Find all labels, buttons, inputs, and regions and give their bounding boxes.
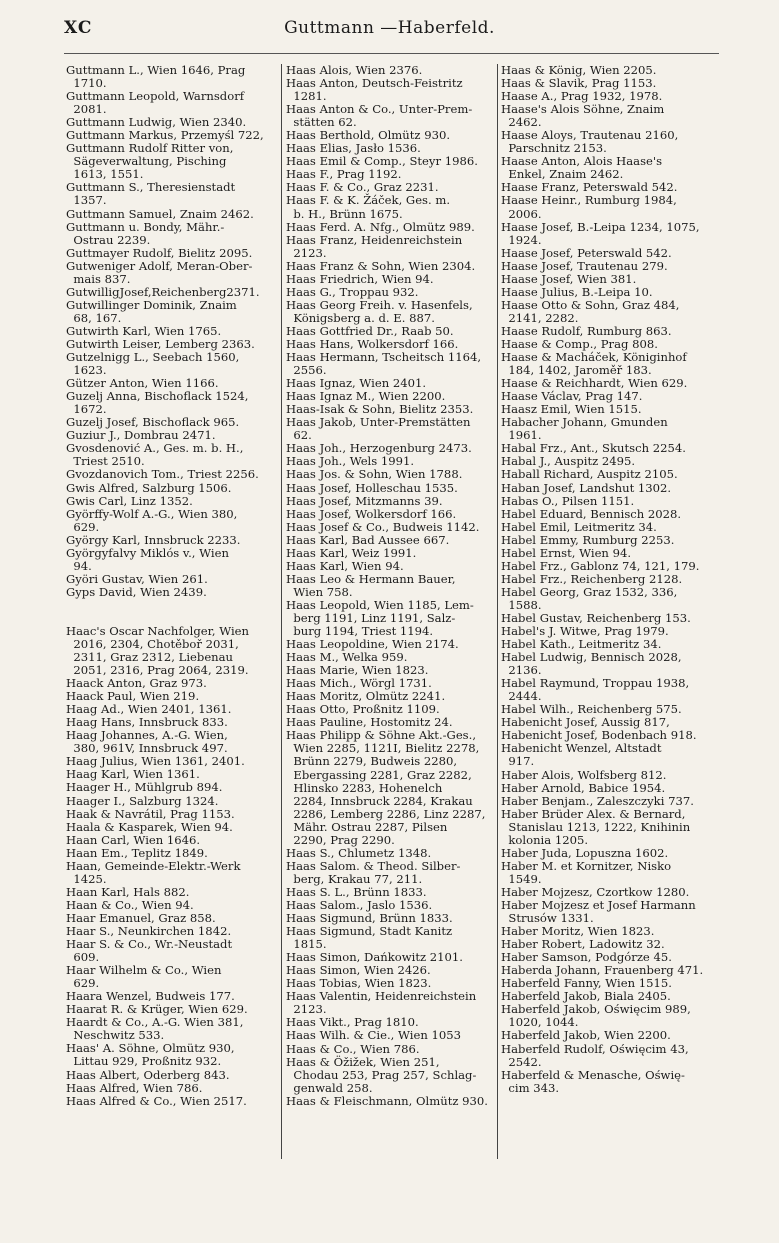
- directory-entry: Haan Carl, Wien 1646.: [66, 832, 201, 847]
- directory-entry: Haase Anton, Alois Haase's Enkel, Znaim 2462.: [501, 154, 663, 182]
- directory-entry: Habal J., Auspitz 2495.: [501, 454, 636, 469]
- directory-entry: Habel Frz., Reichenberg 2128.: [501, 571, 683, 586]
- directory-entry: Haas Ignaz M., Wien 2200.: [286, 389, 446, 404]
- directory-entry: Haag Karl, Wien 1361.: [66, 767, 200, 782]
- directory-entry: Haas Alfred & Co., Wien 2517.: [66, 1093, 247, 1108]
- directory-entry: Haas Elias, Jasło 1536.: [286, 141, 421, 156]
- directory-entry: Haas Jos. & Sohn, Wien 1788.: [286, 467, 463, 482]
- directory-entry: Haar Emanuel, Graz 858.: [66, 910, 216, 925]
- directory-entry: Haas Gottfried Dr., Raab 50.: [286, 323, 454, 338]
- directory-entry: Habal Frz., Ant., Skutsch 2254.: [501, 441, 686, 456]
- directory-entry: Haas Josef, Wolkersdorf 166.: [286, 506, 457, 521]
- directory-entry: Habas O., Pilsen 1151.: [501, 493, 635, 508]
- directory-entry: Haber Benjam., Zaleszczyki 737.: [501, 793, 694, 808]
- directory-entry: Haber Mojzesz et Josef Harmann Strusów 1331.: [501, 898, 696, 926]
- directory-entry: Gützer Anton, Wien 1166.: [66, 376, 219, 391]
- directory-column-3: [501, 64, 719, 1095]
- directory-entry: Haber Brüder Alex. & Bernard, Stanislau 1213, 1222, Knihinin kolonia 1205.: [501, 806, 691, 847]
- directory-entry: Haara Wenzel, Budweis 177.: [66, 989, 235, 1004]
- directory-entry: Habel Emil, Leitmeritz 34.: [501, 519, 657, 534]
- directory-entry: Haack Paul, Wien 219.: [66, 689, 200, 704]
- directory-entry: Haas Joh., Herzogenburg 2473.: [286, 441, 472, 456]
- directory-entry: Haber Juda, Lopuszna 1602.: [501, 845, 669, 860]
- directory-entry: Habel Eduard, Bennisch 2028.: [501, 506, 682, 521]
- page-header: [0, 18, 779, 42]
- directory-entry: Haase Julius, B.-Leipa 10.: [501, 284, 653, 299]
- directory-entry: Haase Aloys, Trautenau 2160, Parschnitz 2153.: [501, 128, 679, 156]
- directory-entry: Haag Johannes, A.-G. Wien, 380, 961V, Innsbruck 497.: [66, 728, 228, 756]
- directory-entry: Haas Sigmund, Brünn 1833.: [286, 911, 453, 926]
- directory-entry: Haas & Co., Wien 786.: [286, 1041, 420, 1056]
- directory-entry: Haas Leopold, Wien 1185, Lem- berg 1191, Linz 1191, Salz- burg 1194, Triest 1194.: [286, 597, 474, 639]
- directory-entry: Guttmann Samuel, Znaim 2462.: [66, 206, 254, 221]
- directory-entry: Haar Wilhelm & Co., Wien 629.: [66, 963, 222, 991]
- directory-entry: Haas F., Prag 1192.: [286, 167, 402, 182]
- directory-entry: Haas S., Chlumetz 1348.: [286, 845, 432, 860]
- directory-entry: Gwis Carl, Linz 1352.: [66, 493, 193, 508]
- directory-entry: Gutwillinger Dominik, Znaim 68, 167.: [66, 297, 237, 325]
- directory-entry: Haas Salom. & Theod. Silber- berg, Krakau 77, 211.: [286, 858, 461, 886]
- directory-entry: Haas G., Troppau 932.: [286, 284, 419, 299]
- directory-entry: Haas F. & Co., Graz 2231.: [286, 180, 439, 195]
- directory-entry: Haas-Isak & Sohn, Bielitz 2353.: [286, 402, 474, 417]
- directory-entry: Haas Josef, Holleschau 1535.: [286, 480, 458, 495]
- directory-entry: Haas & Slavik, Prag 1153.: [501, 76, 657, 91]
- directory-entry: Guttmann Ludwig, Wien 2340.: [66, 115, 247, 130]
- directory-entry: Haas Georg Freih. v. Hasenfels, Königsberg a. d. E. 887.: [286, 297, 473, 325]
- directory-entry: Habel Emmy, Rumburg 2253.: [501, 532, 675, 547]
- directory-entry: Haas M., Welka 959.: [286, 650, 408, 665]
- directory-entry: Haan & Co., Wien 94.: [66, 897, 194, 912]
- directory-entry: Habel Raymund, Troppau 1938, 2444.: [501, 676, 690, 704]
- directory-entry: Haball Richard, Auspitz 2105.: [501, 467, 678, 482]
- directory-entry: Haase Otto & Sohn, Graz 484, 2141, 2282.: [501, 297, 680, 325]
- directory-entry: Habel Kath., Leitmeritz 34.: [501, 637, 662, 652]
- directory-entry: Haas & König, Wien 2205.: [501, 63, 657, 77]
- directory-entry: Gvosdenović A., Ges. m. b. H., Triest 2510.: [66, 441, 244, 469]
- directory-entry: Haas Emil & Comp., Steyr 1986.: [286, 154, 478, 169]
- directory-entry: Haas Pauline, Hostomitz 24.: [286, 715, 453, 730]
- directory-entry: Guttmann L., Wien 1646, Prag 1710.: [66, 63, 246, 91]
- directory-entry: Haas Karl, Wien 94.: [286, 558, 404, 573]
- directory-entry: Gutweniger Adolf, Meran-Ober- mais 837.: [66, 258, 253, 286]
- directory-entry: Haase Josef, B.-Leipa 1234, 1075, 1924.: [501, 219, 700, 247]
- directory-column-1: [66, 64, 278, 1108]
- directory-entry: Haas Mich., Wörgl 1731.: [286, 676, 432, 691]
- directory-entry: Gwis Alfred, Salzburg 1506.: [66, 480, 232, 495]
- directory-entry: Haase's Alois Söhne, Znaim 2462.: [501, 102, 665, 130]
- directory-column-2: [286, 64, 498, 1108]
- directory-entry: Guttmann Markus, Przemyśl 722,: [66, 128, 264, 143]
- directory-entry: Haas F. & K. Žáček, Ges. m. b. H., Brünn 1675.: [286, 193, 451, 221]
- directory-entry: Haberfeld Jakob, Wien 2200.: [501, 1028, 671, 1043]
- directory-entry: Haase Heinr., Rumburg 1984, 2006.: [501, 193, 677, 221]
- directory-entry: Habel Wilh., Reichenberg 575.: [501, 702, 682, 717]
- directory-entry: Haase & Comp., Prag 808.: [501, 336, 658, 351]
- directory-entry: Haas Tobias, Wien 1823.: [286, 976, 432, 991]
- directory-entry: Haber Arnold, Babice 1954.: [501, 780, 666, 795]
- directory-entry: Gvozdanovich Tom., Triest 2256.: [66, 467, 259, 482]
- directory-entry: Habel Ernst, Wien 94.: [501, 545, 632, 560]
- directory-entry: Habenicht Josef, Aussig 817,: [501, 715, 670, 730]
- directory-entry: Haas Salom., Jaslo 1536.: [286, 898, 433, 912]
- directory-entry: Haase & Reichhardt, Wien 629.: [501, 376, 688, 391]
- directory-entry: Haas Alfred, Wien 786.: [66, 1080, 203, 1095]
- directory-entry: Haas Simon, Wien 2426.: [286, 963, 431, 978]
- directory-entry: Haar S. & Co., Wr.-Neustadt 609.: [66, 937, 233, 965]
- directory-entry: Haas Anton & Co., Unter-Prem- stätten 62.: [286, 102, 473, 130]
- directory-entry: Haban Josef, Landshut 1302.: [501, 480, 672, 495]
- directory-entry: Haan Karl, Hals 882.: [66, 884, 190, 899]
- directory-entry: Haber M. et Kornitzer, Nisko 1549.: [501, 858, 672, 886]
- directory-entry: Haas Marie, Wien 1823.: [286, 663, 429, 678]
- directory-entry: Haber Mojzesz, Czortkow 1280.: [501, 884, 690, 899]
- directory-entry: Györi Gustav, Wien 261.: [66, 571, 208, 586]
- directory-entry: Haberfeld Jakob, Biala 2405.: [501, 989, 671, 1004]
- directory-entry: Haas & Öžižek, Wien 251, Chodau 253, Prag 257, Schlag- genwald 258.: [286, 1054, 477, 1095]
- directory-entry: Haber Alois, Wolfsberg 812.: [501, 767, 667, 782]
- directory-entry: Haas Franz & Sohn, Wien 2304.: [286, 258, 476, 273]
- directory-entry: Haberda Johann, Frauenberg 471.: [501, 963, 704, 978]
- section-gap: [66, 599, 278, 625]
- directory-entry: Haardt & Co., A.-G. Wien 381, Neschwitz 533.: [66, 1015, 244, 1043]
- directory-entry: Haas Josef & Co., Budweis 1142.: [286, 519, 480, 534]
- directory-entry: Haase Josef, Wien 381.: [501, 271, 637, 286]
- directory-entry: Haas Franz, Heidenreichstein 2123.: [286, 232, 463, 260]
- directory-entry: Haas Otto, Proßnitz 1109.: [286, 702, 440, 717]
- directory-entry: Guziur J., Dombrau 2471.: [66, 428, 216, 443]
- directory-entry: Haas & Fleischmann, Olmütz 930.: [286, 1093, 488, 1108]
- directory-entry: Haas Simon, Dańkowitz 2101.: [286, 950, 463, 965]
- directory-entry: Haas Ferd. A. Nfg., Olmütz 989.: [286, 219, 475, 234]
- directory-entry: Habacher Johann, Gmunden 1961.: [501, 415, 668, 443]
- directory-entry: Guttmann u. Bondy, Mähr.- Ostrau 2239.: [66, 219, 225, 247]
- directory-entry: Haberfeld Jakob, Oświęcim 989, 1020, 1044.: [501, 1002, 691, 1030]
- directory-entry: GutwilligJosef,Reichenberg2371.: [66, 284, 260, 299]
- directory-entry: Haase Václav, Prag 147.: [501, 389, 643, 404]
- directory-entry: Haar S., Neunkirchen 1842.: [66, 924, 232, 938]
- directory-entry: György Karl, Innsbruck 2233.: [66, 532, 241, 547]
- directory-entry: Haas S. L., Brünn 1833.: [286, 884, 427, 899]
- directory-entry: Haas Leo & Hermann Bauer, Wien 758.: [286, 571, 456, 599]
- directory-entry: Haase Rudolf, Rumburg 863.: [501, 323, 672, 338]
- directory-entry: Haase Josef, Peterswald 542.: [501, 245, 672, 260]
- directory-entry: Haas Ignaz, Wien 2401.: [286, 376, 427, 391]
- directory-entry: Gutwirth Leiser, Lemberg 2363.: [66, 336, 255, 351]
- directory-entry: Haag Julius, Wien 1361, 2401.: [66, 754, 245, 769]
- directory-entry: Haas Alois, Wien 2376.: [286, 63, 423, 77]
- directory-entry: Haas Hermann, Tscheitsch 1164, 2556.: [286, 350, 482, 378]
- directory-entry: Guzelj Josef, Bischoflack 965.: [66, 415, 240, 430]
- directory-entry: Haas Moritz, Olmütz 2241.: [286, 689, 446, 704]
- directory-entry: Haag Ad., Wien 2401, 1361.: [66, 702, 232, 717]
- directory-entry: Guttmayer Rudolf, Bielitz 2095.: [66, 245, 253, 260]
- header-rule: [64, 53, 719, 54]
- directory-entry: Haala & Kasparek, Wien 94.: [66, 819, 233, 834]
- directory-entry: Haan Em., Teplitz 1849.: [66, 845, 208, 860]
- directory-entry: Haac's Oscar Nachfolger, Wien 2016, 2304, Chotěboř 2031, 2311, Graz 2312, Liebenau 2051, 2316, Prag 2064, 2319.: [66, 623, 250, 678]
- directory-entry: Haase Franz, Peterswald 542.: [501, 180, 678, 195]
- directory-entry: Gutzelnigg L., Seebach 1560, 1623.: [66, 350, 240, 378]
- directory-entry: Györgyfalvy Miklós v., Wien 94.: [66, 545, 229, 573]
- directory-entry: Haag Hans, Innsbruck 833.: [66, 715, 228, 730]
- directory-entry: Haas Sigmund, Stadt Kanitz 1815.: [286, 924, 453, 952]
- directory-entry: Habenicht Josef, Bodenbach 918.: [501, 728, 697, 743]
- directory-entry: Haas Leopoldine, Wien 2174.: [286, 637, 459, 652]
- directory-entry: Habel's J. Witwe, Prag 1979.: [501, 624, 669, 639]
- directory-entry: Haas Wilh. & Cie., Wien 1053: [286, 1028, 461, 1043]
- directory-entry: Haase & Macháček, Königinhof 184, 1402, Jaroměř 183.: [501, 350, 687, 378]
- directory-entry: Habenicht Wenzel, Altstadt 917.: [501, 741, 662, 769]
- directory-entry: Haas Anton, Deutsch-Feistritz 1281.: [286, 76, 463, 104]
- directory-entry: Haas Friedrich, Wien 94.: [286, 271, 434, 286]
- directory-entry: Haas Philipp & Söhne Akt.-Ges., Wien 2285, 1121I, Bielitz 2278, Brünn 2279, Budweis 2280, Ebergassing 2281, Graz 2282, Hlinsko 2283, Hohenelch 2284, Innsbruck 2284, Krakau 2286, Lemberg 2286, Linz 2287, Mähr. Ostrau 2287, Pilsen 2290, Prag 2290.: [286, 728, 486, 847]
- directory-entry: Haas Karl, Bad Aussee 667.: [286, 532, 450, 547]
- directory-entry: Haberfeld & Menasche, Oświę- cim 343.: [501, 1067, 685, 1095]
- directory-entry: Haase A., Prag 1932, 1978.: [501, 89, 663, 104]
- directory-entry: Guttmann S., Theresienstadt 1357.: [66, 180, 236, 208]
- directory-entry: Haas Vikt., Prag 1810.: [286, 1015, 419, 1030]
- directory-entry: Haan, Gemeinde-Elektr.-Werk 1425.: [66, 858, 241, 886]
- directory-entry: Haas Joh., Wels 1991.: [286, 454, 415, 469]
- directory-entry: Haas Valentin, Heidenreichstein 2123.: [286, 989, 477, 1017]
- directory-entry: Haase Josef, Trautenau 279.: [501, 258, 668, 273]
- directory-entry: Haasz Emil, Wien 1515.: [501, 402, 642, 417]
- directory-entry: Györffy-Wolf A.-G., Wien 380, 629.: [66, 506, 238, 534]
- directory-entry: Haack Anton, Graz 973.: [66, 676, 207, 691]
- directory-entry: Haas Karl, Weiz 1991.: [286, 545, 417, 560]
- column-divider: [281, 64, 282, 1159]
- directory-entry: Haager H., Mühlgrub 894.: [66, 780, 223, 795]
- directory-entry: Haber Robert, Ladowitz 32.: [501, 937, 665, 952]
- directory-entry: Haberfeld Rudolf, Oświęcim 43, 2542.: [501, 1041, 689, 1069]
- directory-entry: Haak & Navrátil, Prag 1153.: [66, 806, 235, 821]
- directory-entry: Haas Berthold, Olmütz 930.: [286, 128, 451, 143]
- directory-entry: Haas' A. Söhne, Olmütz 930, Littau 929, Proßnitz 932.: [66, 1041, 235, 1069]
- page-title: Guttmann —Haberfeld.: [284, 18, 495, 38]
- directory-entry: Haber Samson, Podgórze 45.: [501, 950, 672, 965]
- directory-entry: Haarat R. & Krüger, Wien 629.: [66, 1002, 248, 1017]
- page-number: XC: [64, 18, 93, 38]
- directory-entry: Haas Hans, Wolkersdorf 166.: [286, 336, 459, 351]
- directory-entry: Habel Frz., Gablonz 74, 121, 179.: [501, 558, 700, 573]
- directory-entry: Haas Albert, Oderberg 843.: [66, 1067, 230, 1082]
- directory-entry: Gutwirth Karl, Wien 1765.: [66, 323, 222, 338]
- directory-entry: Haager I., Salzburg 1324.: [66, 793, 219, 808]
- directory-entry: Guttmann Leopold, Warnsdorf 2081.: [66, 89, 245, 117]
- directory-entry: Habel Georg, Graz 1532, 336, 1588.: [501, 584, 678, 612]
- directory-entry: Haas Jakob, Unter-Premstätten 62.: [286, 415, 471, 443]
- directory-entry: Haber Moritz, Wien 1823.: [501, 924, 655, 939]
- directory-entry: Habel Ludwig, Bennisch 2028, 2136.: [501, 650, 682, 678]
- directory-entry: Habel Gustav, Reichenberg 153.: [501, 610, 691, 625]
- directory-entry: Gyps David, Wien 2439.: [66, 584, 207, 599]
- directory-entry: Guzelj Anna, Bischoflack 1524, 1672.: [66, 389, 249, 417]
- directory-entry: Guttmann Rudolf Ritter von, Sägeverwaltung, Pisching 1613, 1551.: [66, 141, 234, 182]
- directory-entry: Haberfeld Fanny, Wien 1515.: [501, 976, 672, 991]
- directory-entry: Haas Josef, Mitzmanns 39.: [286, 493, 443, 508]
